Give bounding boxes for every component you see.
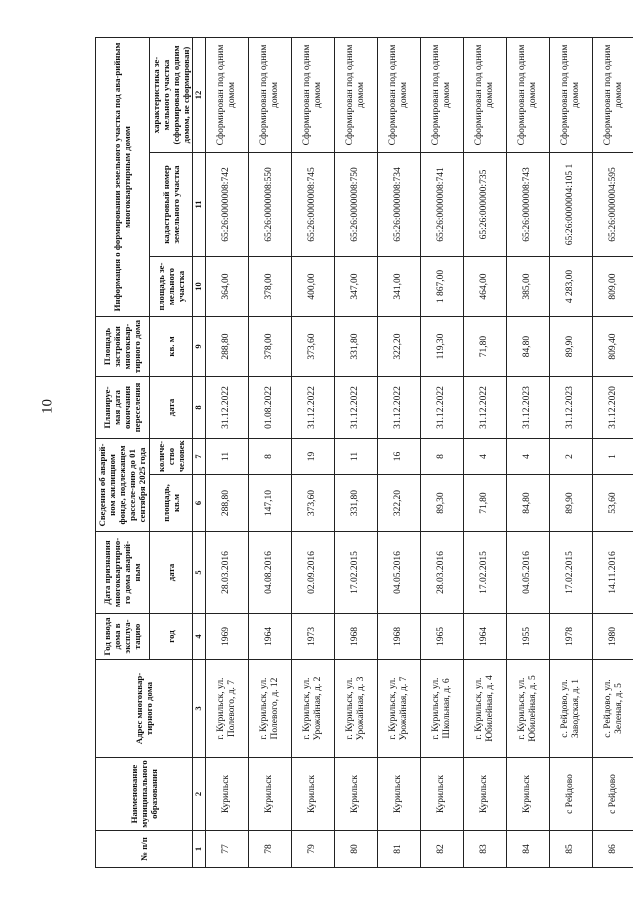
sub-sqm: кв. м (149, 317, 192, 377)
building-area-cell: 71,80 (463, 317, 506, 377)
table-row (463, 37, 506, 867)
header-emergency-fund: Сведения об аварий-ном жилищном фонде, подлежащем расселе-нию до 01 сентября 2025 года (96, 439, 150, 532)
recognition-date-cell: 28.03.2016 (420, 532, 463, 614)
table-row (377, 37, 420, 867)
land-area-cell: 364,00 (205, 257, 248, 317)
column-number: 10 (192, 257, 205, 317)
emergency-area-cell: 373,60 (291, 475, 334, 532)
land-characteristic-cell: Сформирован под одним домом (205, 37, 248, 152)
address-cell: г. Курильск, ул. Урожайная, д. 3 (334, 660, 377, 758)
table-row (248, 37, 291, 867)
commission-year-cell: 1965 (420, 614, 463, 660)
emergency-area-cell: 71,80 (463, 475, 506, 532)
recognition-date-cell: 04.08.2016 (248, 532, 291, 614)
planned-end-date-cell: 31.12.2022 (420, 377, 463, 439)
recognition-date-cell: 17.02.2015 (549, 532, 592, 614)
address-cell: г. Курильск, ул. Юбилейная, д. 4 (463, 660, 506, 758)
cadastral-number-cell: 65:26:0000008:550 (248, 153, 291, 257)
land-characteristic-cell: Сформирован под одним домом (248, 37, 291, 152)
building-area-cell: 378,00 (248, 317, 291, 377)
header-year: Год ввода дома в эксплуа-тацию (96, 614, 150, 660)
row-number-cell: 81 (377, 831, 420, 868)
commission-year-cell: 1964 (248, 614, 291, 660)
row-number-cell: 82 (420, 831, 463, 868)
row-number-cell: 78 (248, 831, 291, 868)
row-number-cell: 86 (592, 831, 633, 868)
people-count-cell: 1 (592, 439, 633, 475)
cadastral-number-cell: 65:26:000000:735 (463, 153, 506, 257)
header-row-1 (96, 37, 150, 867)
municipality-cell: Курильск (420, 758, 463, 831)
header-number: № п/п (96, 831, 193, 868)
planned-end-date-cell: 31.12.2022 (205, 377, 248, 439)
people-count-cell: 4 (506, 439, 549, 475)
header-planned-date: Планируе-мая дата окончания переселения (96, 377, 150, 439)
address-cell: г. Курильск, ул. Урожайная, д. 2 (291, 660, 334, 758)
commission-year-cell: 1968 (334, 614, 377, 660)
column-number: 2 (192, 758, 205, 831)
column-number: 6 (192, 475, 205, 532)
building-area-cell: 119,30 (420, 317, 463, 377)
building-area-cell: 809,40 (592, 317, 633, 377)
sub-date: дата (149, 532, 192, 614)
header-municipality: Наименование муниципального образования (96, 758, 193, 831)
header-recognition-date: Дата признания многоквартирно-го дома аварий-ным (96, 532, 150, 614)
header-land-characteristic: характеристика зе-мельного участка (сформирован под одним домом, не сформирован) (149, 37, 192, 152)
cadastral-number-cell: 65:26:0000008:741 (420, 153, 463, 257)
commission-year-cell: 1969 (205, 614, 248, 660)
commission-year-cell: 1955 (506, 614, 549, 660)
table-row (334, 37, 377, 867)
column-number: 1 (192, 831, 205, 868)
column-number: 4 (192, 614, 205, 660)
building-area-cell: 373,60 (291, 317, 334, 377)
emergency-area-cell: 53,60 (592, 475, 633, 532)
sub-year: год (149, 614, 192, 660)
emergency-area-cell: 147,10 (248, 475, 291, 532)
address-cell: г. Курильск, ул. Юбилейная, д. 5 (506, 660, 549, 758)
land-area-cell: 341,00 (377, 257, 420, 317)
land-characteristic-cell: Сформирован под одним домом (549, 37, 592, 152)
emergency-housing-table (95, 37, 633, 868)
sub-people: количе-ство человек (149, 439, 192, 475)
table-row (506, 37, 549, 867)
row-number-cell: 83 (463, 831, 506, 868)
cadastral-number-cell: 65:26:0000008:742 (205, 153, 248, 257)
address-cell: г. Курильск, ул. Полевого, д. 12 (248, 660, 291, 758)
column-number: 12 (192, 37, 205, 152)
people-count-cell: 2 (549, 439, 592, 475)
building-area-cell: 288,80 (205, 317, 248, 377)
emergency-area-cell: 89,90 (549, 475, 592, 532)
municipality-cell: Курильск (463, 758, 506, 831)
header-building-area: Площадь застройки многоквар-тирного дома (96, 317, 150, 377)
people-count-cell: 11 (334, 439, 377, 475)
planned-end-date-cell: 31.12.2020 (592, 377, 633, 439)
municipality-cell: с Рейдово (549, 758, 592, 831)
table-row (592, 37, 633, 867)
land-characteristic-cell: Сформирован под одним домом (291, 37, 334, 152)
row-number-cell: 79 (291, 831, 334, 868)
recognition-date-cell: 17.02.2015 (463, 532, 506, 614)
people-count-cell: 16 (377, 439, 420, 475)
page-number: 10 (39, 399, 56, 414)
emergency-area-cell: 331,80 (334, 475, 377, 532)
land-characteristic-cell: Сформирован под одним домом (377, 37, 420, 152)
emergency-area-cell: 89,30 (420, 475, 463, 532)
cadastral-number-cell: 65:26:0000008:750 (334, 153, 377, 257)
column-number: 7 (192, 439, 205, 475)
building-area-cell: 331,80 (334, 317, 377, 377)
column-number: 11 (192, 153, 205, 257)
municipality-cell: Курильск (205, 758, 248, 831)
planned-end-date-cell: 31.12.2022 (334, 377, 377, 439)
rotated-table-container (95, 38, 624, 868)
municipality-cell: Курильск (334, 758, 377, 831)
table-row (549, 37, 592, 867)
land-characteristic-cell: Сформирован под одним домом (506, 37, 549, 152)
address-cell: с. Рейдово, ул. Заводская, д. 1 (549, 660, 592, 758)
address-cell: г. Курильск, ул. Полевого, д. 7 (205, 660, 248, 758)
commission-year-cell: 1964 (463, 614, 506, 660)
planned-end-date-cell: 31.12.2023 (549, 377, 592, 439)
municipality-cell: Курильск (248, 758, 291, 831)
land-area-cell: 385,00 (506, 257, 549, 317)
land-characteristic-cell: Сформирован под одним домом (420, 37, 463, 152)
land-area-cell: 1 867,00 (420, 257, 463, 317)
municipality-cell: Курильск (377, 758, 420, 831)
people-count-cell: 8 (420, 439, 463, 475)
planned-end-date-cell: 31.12.2022 (377, 377, 420, 439)
recognition-date-cell: 17.02.2015 (334, 532, 377, 614)
commission-year-cell: 1973 (291, 614, 334, 660)
row-number-cell: 84 (506, 831, 549, 868)
header-cadastral: кадастровый номер земельного участка (149, 153, 192, 257)
building-area-cell: 84,80 (506, 317, 549, 377)
cadastral-number-cell: 65:26:0000008:743 (506, 153, 549, 257)
planned-end-date-cell: 31.12.2022 (291, 377, 334, 439)
land-area-cell: 809,00 (592, 257, 633, 317)
planned-end-date-cell: 01.08.2022 (248, 377, 291, 439)
commission-year-cell: 1978 (549, 614, 592, 660)
column-numbers-row (192, 37, 205, 867)
building-area-cell: 89,90 (549, 317, 592, 377)
people-count-cell: 4 (463, 439, 506, 475)
table-row (205, 37, 248, 867)
recognition-date-cell: 28.03.2016 (205, 532, 248, 614)
cadastral-number-cell: 65:26:0000004:595 (592, 153, 633, 257)
people-count-cell: 8 (248, 439, 291, 475)
row-number-cell: 80 (334, 831, 377, 868)
land-characteristic-cell: Сформирован под одним домом (463, 37, 506, 152)
commission-year-cell: 1968 (377, 614, 420, 660)
address-cell: г. Курильск, ул. Школьная, д. 6 (420, 660, 463, 758)
land-area-cell: 378,00 (248, 257, 291, 317)
land-area-cell: 400,00 (291, 257, 334, 317)
sub-end-date: дата (149, 377, 192, 439)
land-characteristic-cell: Сформирован под одним домом (334, 37, 377, 152)
table-row (420, 37, 463, 867)
planned-end-date-cell: 31.12.2022 (463, 377, 506, 439)
cadastral-number-cell: 65:26:0000008:734 (377, 153, 420, 257)
row-number-cell: 77 (205, 831, 248, 868)
municipality-cell: с Рейдово (592, 758, 633, 831)
planned-end-date-cell: 31.12.2023 (506, 377, 549, 439)
cadastral-number-cell: 65:26:0000008:745 (291, 153, 334, 257)
recognition-date-cell: 04.05.2016 (506, 532, 549, 614)
land-area-cell: 4 283,00 (549, 257, 592, 317)
land-area-cell: 347,00 (334, 257, 377, 317)
sub-area: площадь, кв.м (149, 475, 192, 532)
header-land-info: Информация о формировании земельного участка под ава-рийным многоквартирным домом (96, 37, 150, 316)
emergency-area-cell: 84,80 (506, 475, 549, 532)
header-land-area: площадь зе-мельного участка (149, 257, 192, 317)
land-area-cell: 464,00 (463, 257, 506, 317)
column-number: 8 (192, 377, 205, 439)
building-area-cell: 322,20 (377, 317, 420, 377)
commission-year-cell: 1980 (592, 614, 633, 660)
land-characteristic-cell: Сформирован под одним домом (592, 37, 633, 152)
people-count-cell: 19 (291, 439, 334, 475)
address-cell: с. Рейдово, ул. Зеленая, д. 5 (592, 660, 633, 758)
municipality-cell: Курильск (291, 758, 334, 831)
column-number: 9 (192, 317, 205, 377)
municipality-cell: Курильск (506, 758, 549, 831)
column-number: 5 (192, 532, 205, 614)
people-count-cell: 11 (205, 439, 248, 475)
row-number-cell: 85 (549, 831, 592, 868)
recognition-date-cell: 04.05.2016 (377, 532, 420, 614)
table-row (291, 37, 334, 867)
emergency-area-cell: 322,20 (377, 475, 420, 532)
recognition-date-cell: 14.11.2016 (592, 532, 633, 614)
address-cell: г. Курильск, ул. Урожайная, д. 7 (377, 660, 420, 758)
cadastral-number-cell: 65:26:0000004:105 1 (549, 153, 592, 257)
column-number: 3 (192, 660, 205, 758)
header-address: Адрес многоквар-тирного дома (96, 660, 193, 758)
recognition-date-cell: 02.09.2016 (291, 532, 334, 614)
emergency-area-cell: 288,80 (205, 475, 248, 532)
